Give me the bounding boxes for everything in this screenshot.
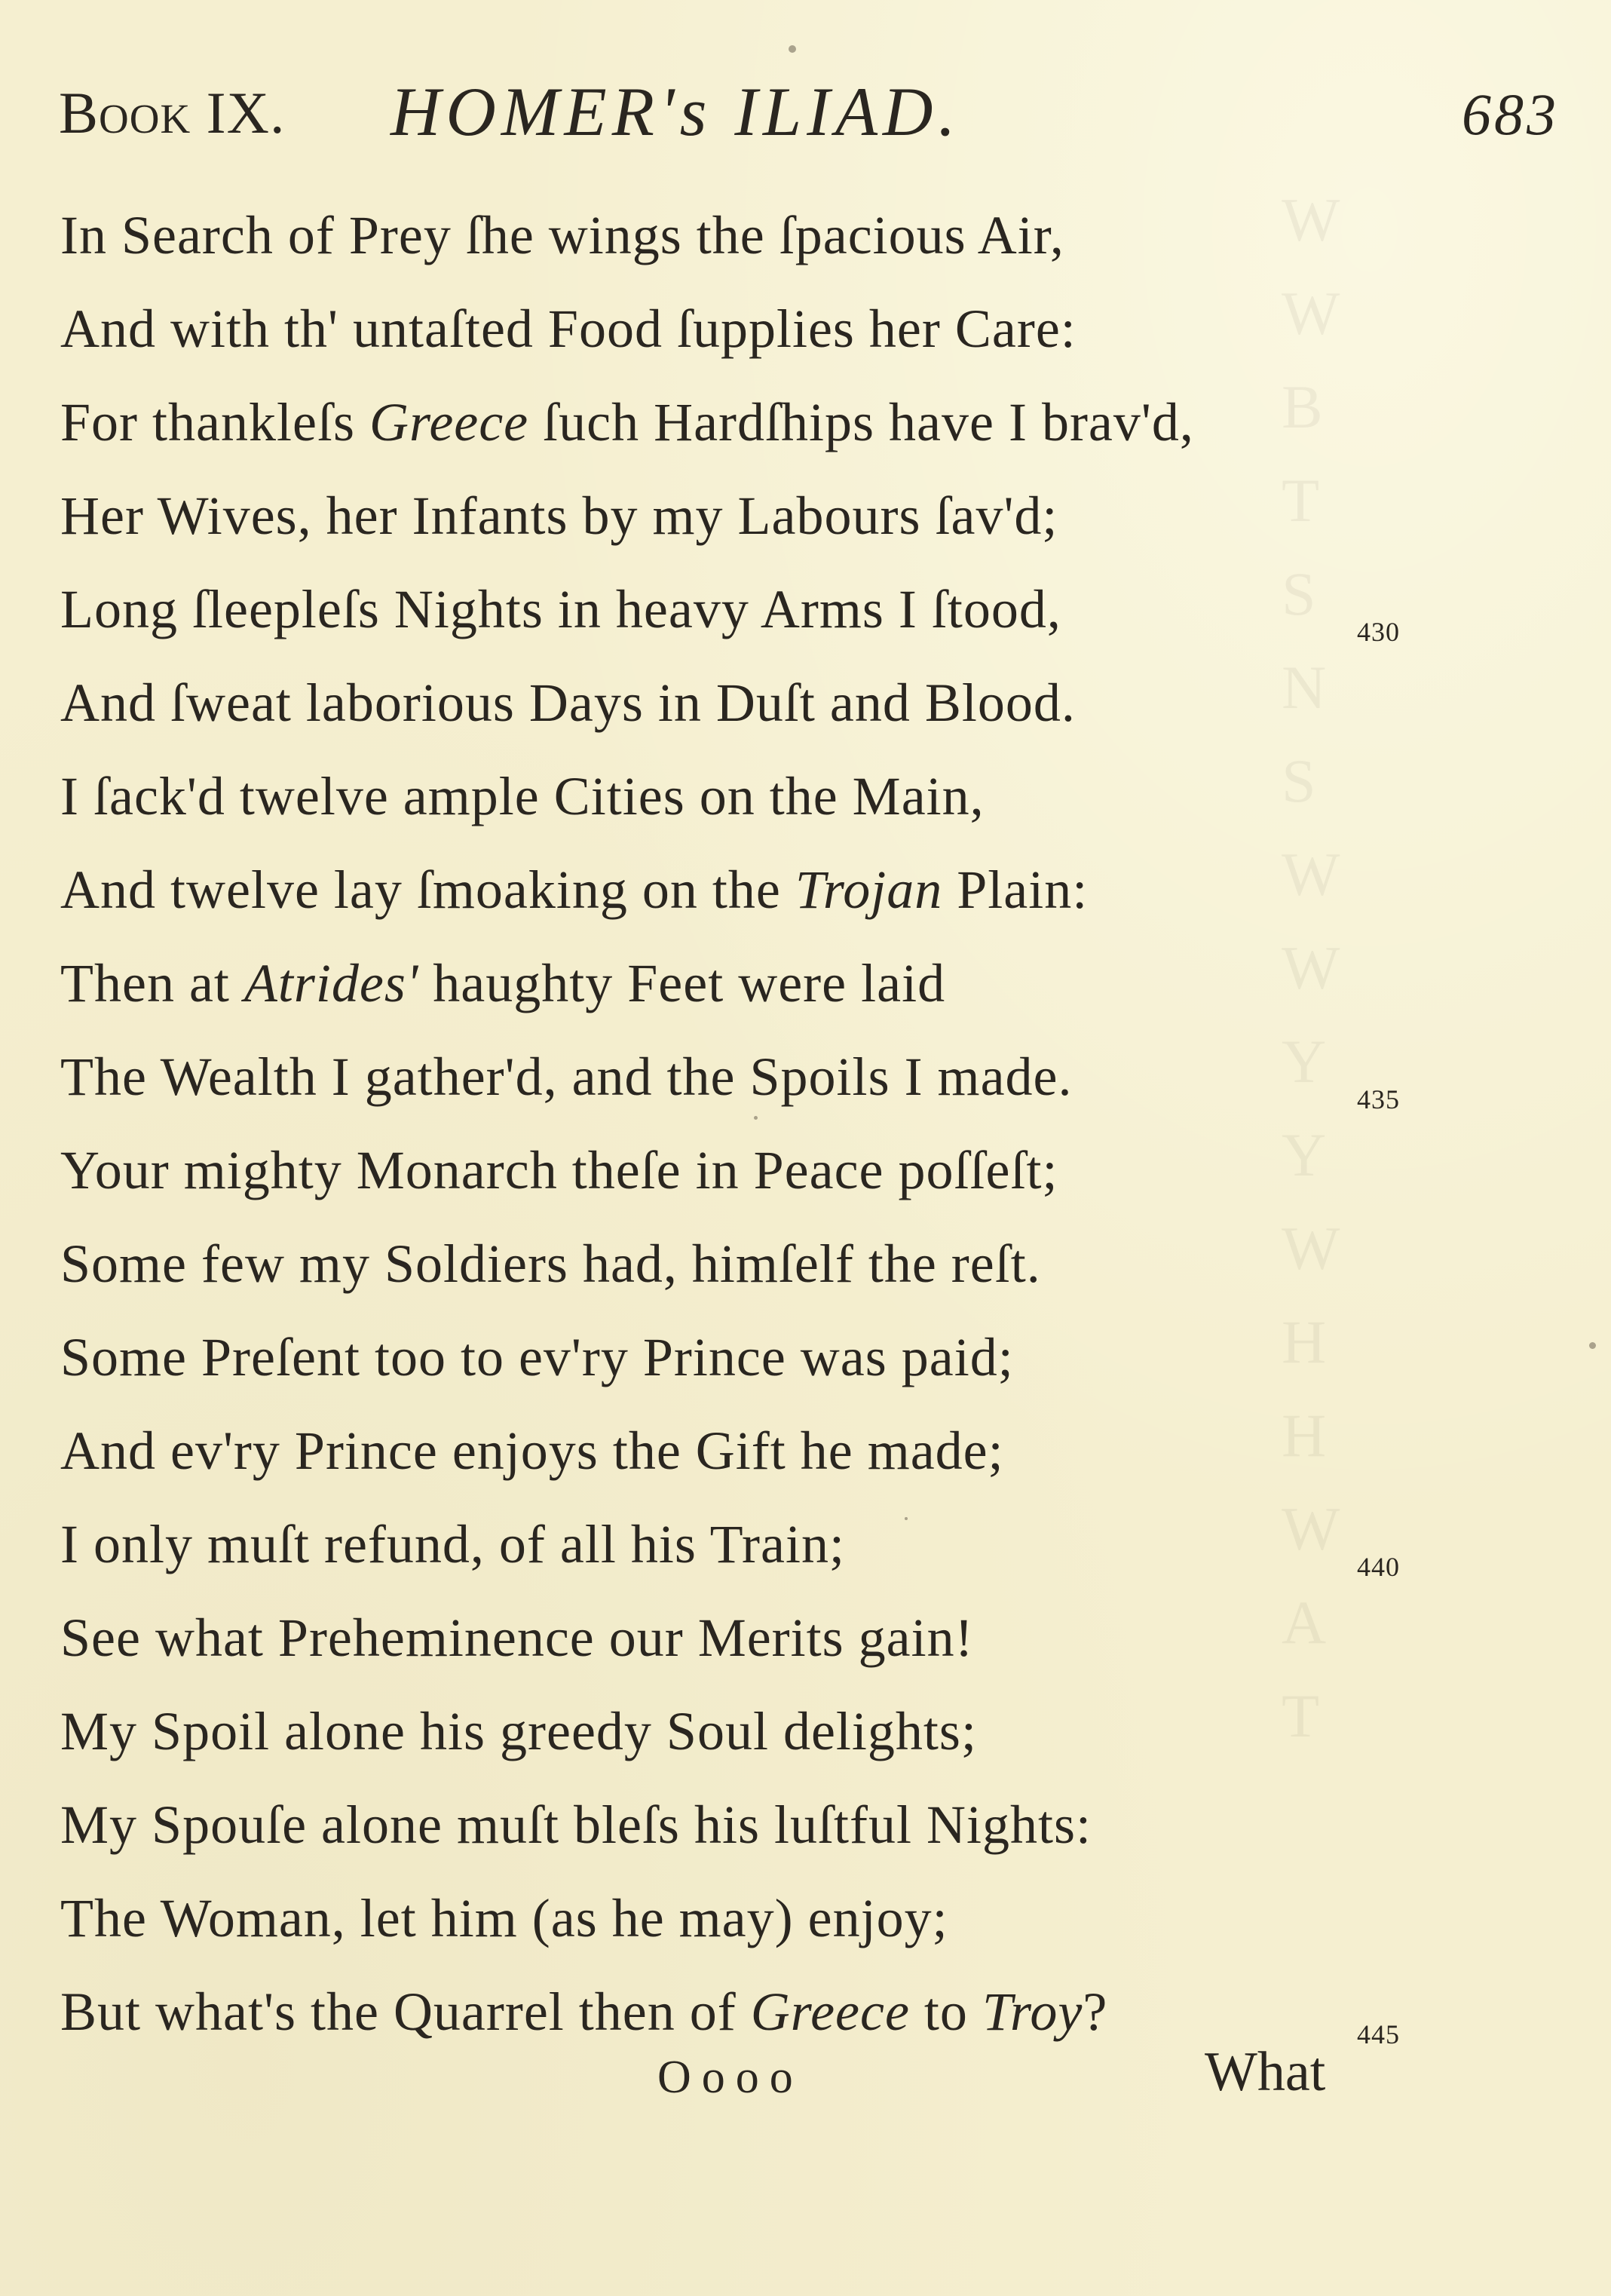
page-number: 683	[1462, 81, 1559, 147]
verse-line	[60, 1700, 1417, 1793]
verse-text: I only muſt refund, of all his Train;	[60, 1514, 845, 1574]
verse-text: to	[909, 1982, 982, 2042]
verse-line	[60, 1232, 1417, 1326]
verse-line	[60, 1326, 1417, 1419]
verse-text: The Woman, let him (as he may) enjoy;	[60, 1888, 948, 1948]
catchword: What	[1205, 2041, 1326, 2103]
verse-line	[60, 858, 1417, 952]
line-number: 435	[1357, 1084, 1400, 1114]
verse-line	[60, 391, 1417, 484]
verse-text: Long ſleepleſs Nights in heavy Arms I ſtood,	[60, 579, 1061, 639]
paper-speck	[789, 45, 796, 53]
verse-text: Your mighty Monarch theſe in Peace poſſeſt;	[60, 1140, 1058, 1200]
verse-text: I ſack'd twelve ample Cities on the Main,	[60, 766, 985, 826]
signature-mark: Oooo	[657, 2052, 804, 2103]
verse-text: Her Wives, her Infants by my Labours ſav'd;	[60, 486, 1058, 546]
verse-line	[60, 1139, 1417, 1232]
verse-text: And ſweat laborious Days in Duſt and Blood.	[60, 673, 1076, 733]
verse-text: Plain:	[942, 860, 1089, 920]
verse-line	[60, 204, 1417, 297]
verse-text: In Search of Prey ſhe wings the ſpacious Air,	[60, 205, 1064, 265]
verse-text: Some Preſent too to ev'ry Prince was paid;	[60, 1327, 1014, 1387]
italic-proper-noun: Trojan	[795, 860, 943, 920]
verse-text: Some few my Soldiers had, himſelf the reſt.	[60, 1234, 1041, 1294]
verse-line	[60, 297, 1417, 391]
verse-line	[60, 1419, 1417, 1513]
running-title: HOMER's ILIAD.	[390, 73, 961, 150]
verse-line	[60, 765, 1417, 858]
italic-proper-noun: Greece	[750, 1982, 910, 2042]
italic-proper-noun: Atrides'	[243, 953, 419, 1013]
italic-proper-noun: Troy	[982, 1982, 1083, 2042]
line-number: 430	[1357, 617, 1400, 647]
line-number: 440	[1357, 1552, 1400, 1582]
line-number: 445	[1357, 2019, 1400, 2049]
verse-text: The Wealth I gather'd, and the Spoils I made.	[60, 1047, 1073, 1107]
verse-line	[60, 952, 1417, 1045]
verse-text: But what's the Quarrel then of	[60, 1982, 751, 2042]
verse-text: ?	[1083, 1982, 1108, 2042]
verse-line	[60, 1887, 1417, 1980]
verse-line	[60, 1606, 1417, 1700]
verse-text: And with th' untaſted Food ſupplies her Care:	[60, 299, 1077, 359]
italic-proper-noun: Greece	[369, 392, 529, 452]
verse-text: ſuch Hardſhips have I brav'd,	[528, 392, 1194, 452]
verse-text: Then at	[60, 953, 244, 1013]
verse-text: My Spouſe alone muſt bleſs his luſtful Nights:	[60, 1795, 1092, 1855]
verse-text: See what Preheminence our Merits gain!	[60, 1608, 974, 1668]
verse-line	[60, 484, 1417, 578]
verse-block	[60, 204, 1417, 2074]
verse-line	[60, 1045, 1417, 1139]
paper-speck	[1589, 1342, 1596, 1349]
verse-text: For thankleſs	[60, 392, 369, 452]
verse-text: And twelve lay ſmoaking on the	[60, 860, 795, 920]
show-through-text: W W B T S N S W W Y Y W H H W A T	[1282, 185, 1340, 1750]
verse-text: My Spoil alone his greedy Soul delights;	[60, 1701, 977, 1761]
verse-line	[60, 578, 1417, 671]
verse-line	[60, 671, 1417, 765]
verse-text: haughty Feet were laid	[418, 953, 946, 1013]
verse-text: And ev'ry Prince enjoys the Gift he made;	[60, 1421, 1004, 1481]
verse-line	[60, 1793, 1417, 1887]
running-header	[59, 72, 1559, 155]
book-number: Book IX.	[59, 80, 286, 146]
verse-line	[60, 1513, 1417, 1606]
